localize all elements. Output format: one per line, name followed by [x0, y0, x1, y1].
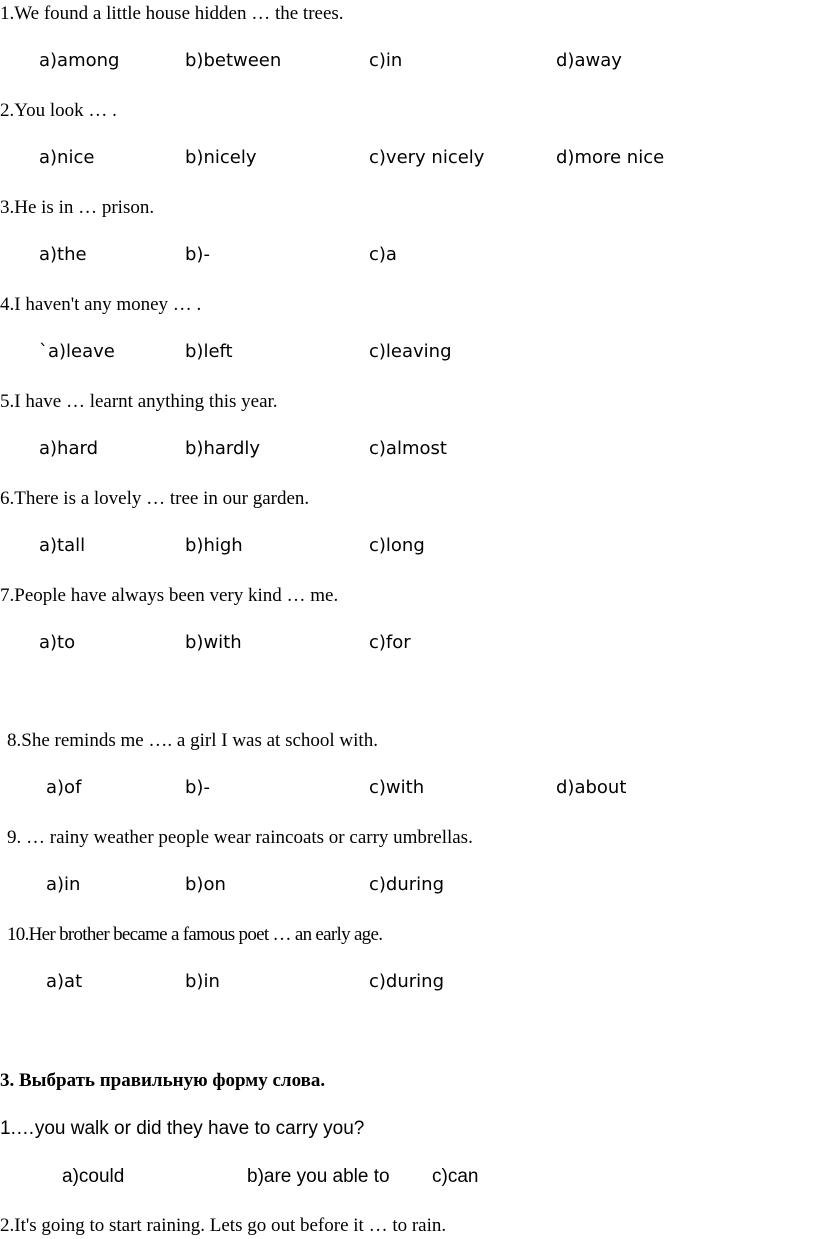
question-5-text: 5.I have … learnt anything this year. [0, 391, 278, 412]
option-c: c)with [369, 777, 425, 798]
option-b: b)on [185, 874, 226, 895]
option-b: b)in [185, 971, 220, 992]
option-c: c)during [369, 874, 444, 895]
option-a: a)at [46, 971, 83, 992]
question-7-text: 7.People have always been very kind … me. [0, 585, 339, 606]
option-a: a)hard [39, 438, 99, 459]
option-b: b)high [185, 535, 243, 556]
question-1-text: 1.We found a little house hidden … the trees. [0, 3, 344, 24]
option-c: c)for [369, 632, 411, 653]
option-a: `a)leave [39, 341, 115, 362]
question-4-text: 4.I haven't any money … . [0, 294, 202, 315]
option-a: a)in [46, 874, 81, 895]
question-2-text: 2.You look … . [0, 100, 117, 121]
option-c: c)during [369, 971, 444, 992]
option-d: d)about [556, 777, 627, 798]
option-c: c)very nicely [369, 147, 485, 168]
option-a: a)the [39, 244, 87, 265]
option-c: c)can [432, 1166, 479, 1187]
option-a: a)to [39, 632, 76, 653]
option-b: b)nicely [185, 147, 257, 168]
option-b: b)with [185, 632, 242, 653]
option-c: c)leaving [369, 341, 452, 362]
question-3-text: 3.He is in … prison. [0, 197, 155, 218]
option-c: c)in [369, 50, 403, 71]
option-a: a)tall [39, 535, 86, 556]
option-a: a)could [62, 1166, 125, 1187]
option-c: c)long [369, 535, 425, 556]
question-10-text: 10.Her brother became a famous poet … an early age. [7, 924, 383, 945]
option-b: b)between [185, 50, 282, 71]
option-d: d)more nice [556, 147, 665, 168]
question-9-text: 9. … rainy weather people wear raincoats or carry umbrellas. [7, 827, 473, 848]
option-a: a)of [46, 777, 82, 798]
option-c: c)a [369, 244, 397, 265]
section-3-question-1-text: 1.…you walk or did they have to carry you? [0, 1118, 365, 1139]
question-8-text: 8.She reminds me …. a girl I was at school with. [7, 730, 378, 751]
option-b: b)left [185, 341, 233, 362]
option-a: a)among [39, 50, 120, 71]
option-d: d)away [556, 50, 622, 71]
option-c: c)almost [369, 438, 447, 459]
option-b: b)hardly [185, 438, 261, 459]
question-6-text: 6.There is a lovely … tree in our garden. [0, 488, 310, 509]
section-3-question-2-text: 2.It's going to start raining. Lets go out before it … to rain. [0, 1215, 447, 1236]
option-a: a)nice [39, 147, 95, 168]
section-3-heading: 3. Выбрать правильную форму слова. [0, 1070, 326, 1091]
option-b: b)are you able to [247, 1166, 390, 1187]
option-b: b)- [185, 244, 210, 265]
option-b: b)- [185, 777, 210, 798]
